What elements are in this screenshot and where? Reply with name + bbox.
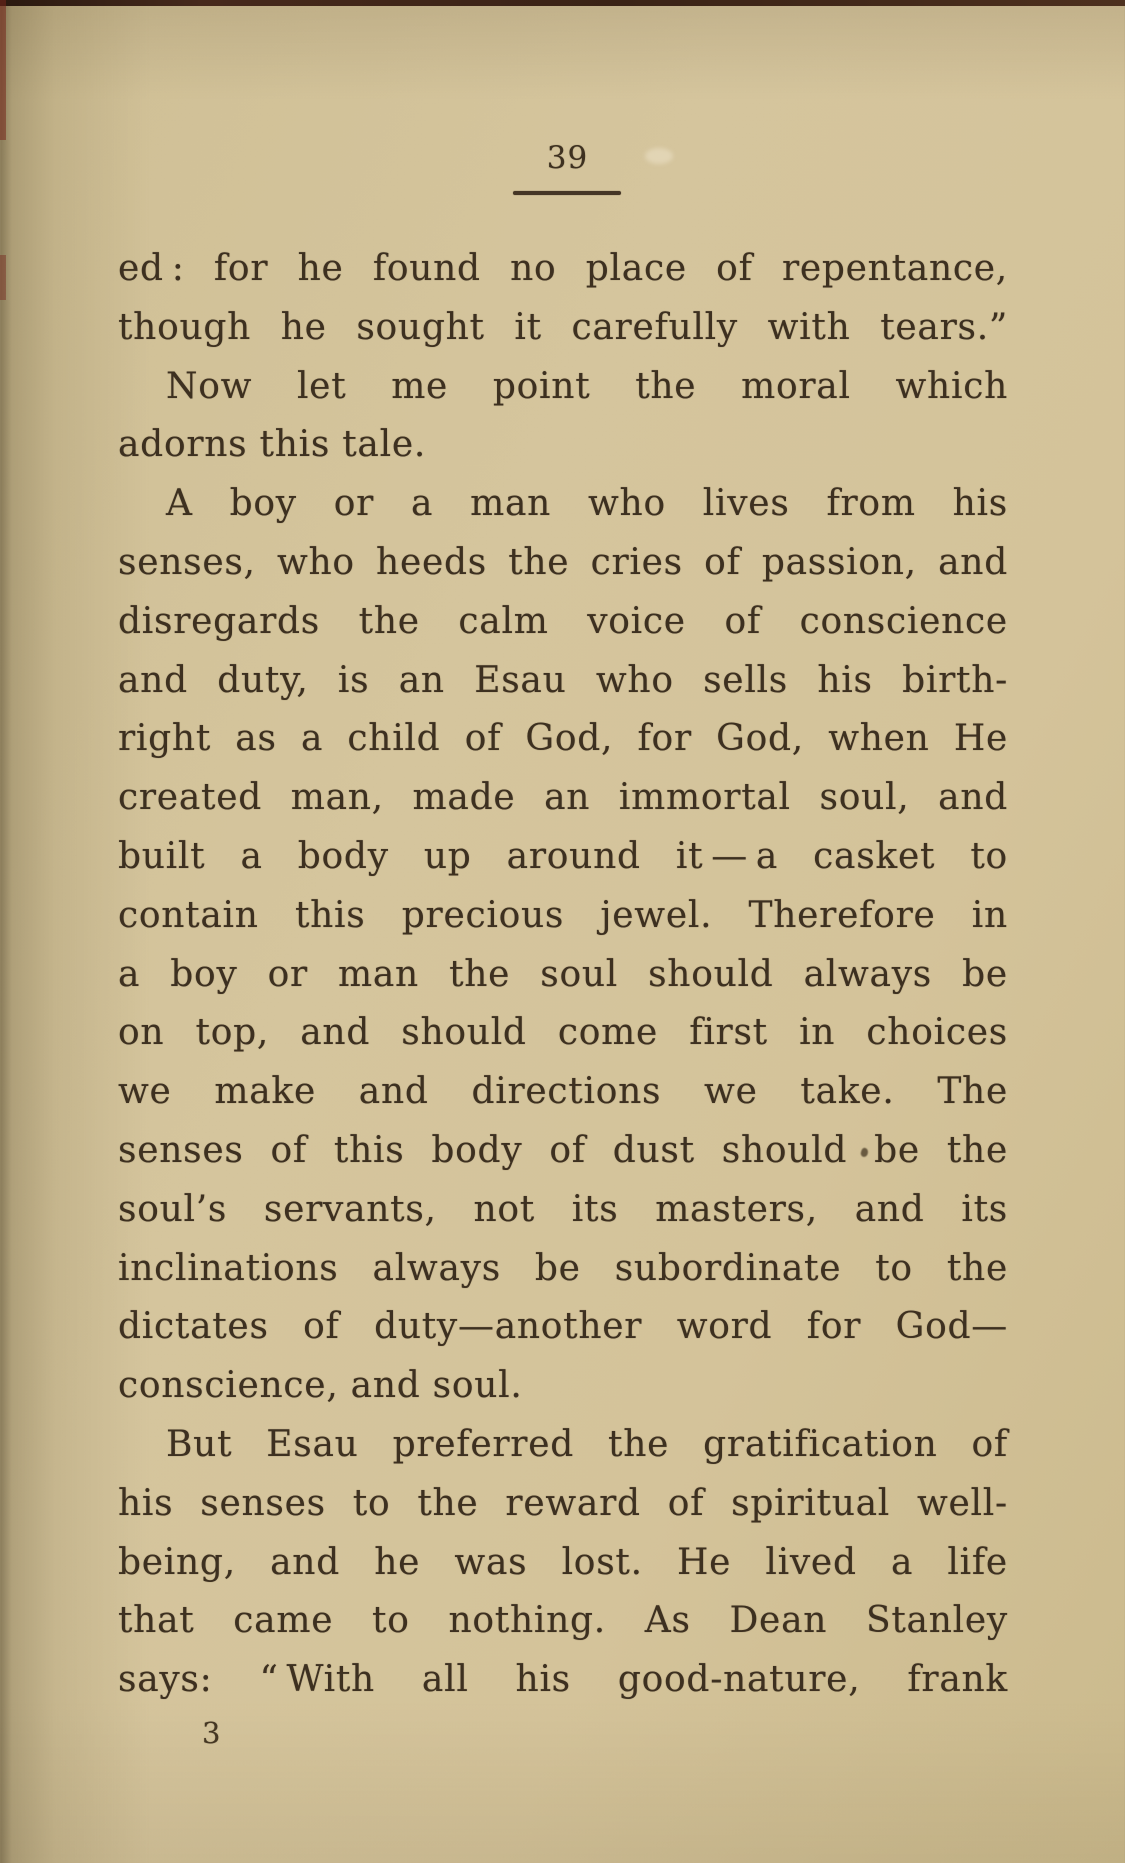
- text-line: [118, 1298, 1008, 1357]
- word: senses,: [118, 541, 256, 583]
- word: he: [374, 1541, 421, 1583]
- text-line: [118, 946, 1008, 1005]
- word: should: [401, 1012, 527, 1054]
- word: was: [454, 1541, 528, 1583]
- word: an: [544, 777, 591, 819]
- word: He: [677, 1541, 732, 1583]
- word: always: [803, 953, 932, 995]
- word: right: [118, 718, 212, 760]
- word: boy: [170, 953, 238, 995]
- word: which: [895, 365, 1008, 407]
- word: boy: [229, 483, 297, 525]
- word: and: [300, 1012, 371, 1054]
- word: from: [826, 483, 916, 525]
- word: on: [118, 1012, 165, 1054]
- word: masters,: [655, 1188, 818, 1230]
- spine-edge-sliver: [0, 255, 6, 300]
- word: child: [347, 718, 441, 760]
- word: dictates: [118, 1306, 269, 1348]
- word: come: [557, 1012, 659, 1054]
- word: for: [806, 1306, 862, 1348]
- word: But: [166, 1423, 233, 1465]
- word: of: [704, 541, 741, 583]
- word: take.: [800, 1071, 895, 1113]
- word: He: [953, 718, 1008, 760]
- text-line: conscience, and soul.: [118, 1365, 523, 1407]
- word: and: [270, 1541, 340, 1583]
- word: lost.: [561, 1541, 643, 1583]
- word: and: [358, 1071, 429, 1113]
- word: we: [118, 1071, 172, 1113]
- word: God,: [716, 718, 804, 760]
- word: a: [240, 835, 263, 877]
- word: who: [595, 659, 674, 701]
- word: As: [644, 1600, 691, 1642]
- word: of: [270, 1129, 307, 1171]
- word: sells: [703, 659, 788, 701]
- word: and: [854, 1188, 925, 1230]
- word: he: [297, 248, 344, 289]
- word: of: [667, 1482, 705, 1524]
- word: soul’s: [118, 1188, 228, 1230]
- word: of: [303, 1306, 340, 1348]
- text-line: [118, 240, 1008, 299]
- word: duty—another: [374, 1306, 643, 1348]
- word: sought: [356, 306, 485, 348]
- word: Esau: [266, 1423, 359, 1465]
- word: disregards: [118, 600, 320, 642]
- word: top,: [195, 1012, 270, 1054]
- word: found: [372, 248, 481, 289]
- word: when: [828, 718, 930, 760]
- word: senses: [118, 1129, 244, 1171]
- word: and: [938, 777, 1008, 819]
- word: for: [637, 718, 692, 760]
- word: birth-: [902, 659, 1008, 701]
- text-line: [118, 828, 1008, 887]
- word: precious: [401, 894, 565, 936]
- word: make: [214, 1071, 316, 1113]
- word: lived: [765, 1541, 857, 1583]
- word: no: [510, 248, 557, 289]
- word: subordinate: [614, 1247, 842, 1289]
- word: let: [296, 365, 347, 407]
- word: should: [721, 1129, 848, 1171]
- word: of: [971, 1423, 1008, 1465]
- word: body: [297, 835, 389, 877]
- word: to: [970, 835, 1008, 877]
- word: up: [423, 835, 472, 877]
- word: man: [470, 483, 552, 525]
- word: reward: [505, 1482, 641, 1524]
- word: who: [588, 483, 666, 525]
- word: his: [515, 1659, 571, 1701]
- text-line: [118, 299, 1008, 358]
- text-block: [118, 240, 1008, 1710]
- word: preferred: [392, 1423, 575, 1465]
- word: lives: [702, 483, 790, 525]
- word: he: [280, 306, 327, 348]
- word: a: [411, 483, 434, 525]
- word: the: [635, 365, 697, 407]
- word: made: [412, 777, 516, 819]
- word: with: [767, 306, 851, 348]
- word: repentance,: [781, 248, 1008, 289]
- word: we: [704, 1071, 758, 1113]
- word: be: [534, 1247, 581, 1289]
- word: to: [372, 1600, 410, 1642]
- word: dust: [612, 1129, 695, 1171]
- word: his: [952, 483, 1008, 525]
- word: the: [449, 953, 511, 995]
- word: moral: [741, 365, 851, 407]
- text-line: [118, 1181, 1008, 1240]
- word: a: [890, 1541, 914, 1583]
- text-line: [118, 1592, 1008, 1651]
- word: around: [506, 835, 641, 877]
- word: tears.”: [880, 306, 1008, 348]
- word: or: [267, 953, 308, 995]
- word: first: [689, 1012, 768, 1054]
- word: the: [946, 1129, 1008, 1171]
- word: a: [118, 953, 141, 995]
- word: nothing.: [448, 1600, 606, 1642]
- word: though: [118, 306, 252, 348]
- word: not: [473, 1188, 535, 1230]
- word: “ With: [259, 1659, 375, 1701]
- word: man,: [290, 777, 384, 819]
- page-header: [5, 140, 1125, 176]
- word: of: [549, 1129, 586, 1171]
- word: A: [166, 483, 193, 525]
- word: calm: [458, 600, 549, 642]
- word: me: [391, 365, 449, 407]
- page-number-rule: [513, 191, 621, 195]
- word: immortal: [618, 777, 791, 819]
- word: inclinations: [118, 1247, 339, 1289]
- text-line: [118, 1004, 1008, 1063]
- text-line: adorns this tale.: [118, 424, 427, 466]
- word: servants,: [263, 1188, 437, 1230]
- word: Now: [166, 365, 253, 407]
- word: this: [294, 894, 366, 936]
- word: of: [724, 600, 761, 642]
- word: spiritual: [731, 1482, 891, 1524]
- word: conscience: [799, 600, 1008, 642]
- word: good-nature,: [617, 1659, 861, 1701]
- text-line: [118, 593, 1008, 652]
- word: soul: [540, 953, 619, 995]
- word: in: [799, 1012, 836, 1054]
- word: Therefore: [748, 894, 936, 936]
- word: directions: [471, 1071, 662, 1113]
- word: choices: [866, 1012, 1008, 1054]
- word: the: [358, 600, 420, 642]
- word: place: [585, 248, 687, 289]
- word: to: [352, 1482, 391, 1524]
- text-line: [118, 887, 1008, 946]
- word: point: [492, 365, 591, 407]
- text-line: [118, 652, 1008, 711]
- word: its: [571, 1188, 619, 1230]
- word: of: [464, 718, 502, 760]
- word: is: [337, 659, 370, 701]
- text-line: [118, 1416, 1008, 1475]
- word: cries: [590, 541, 683, 583]
- word: to: [875, 1247, 913, 1289]
- text-line: [118, 1651, 1008, 1710]
- word: casket: [813, 835, 936, 877]
- page-number: 39: [546, 140, 589, 176]
- word: man: [338, 953, 419, 995]
- word: voice: [587, 600, 686, 642]
- word: contain: [118, 894, 259, 936]
- text-line: [118, 534, 1008, 593]
- word: heeds: [376, 541, 487, 583]
- word: God—: [895, 1306, 1008, 1348]
- word: built: [118, 835, 206, 877]
- text-line: [118, 710, 1008, 769]
- word: life: [947, 1541, 1008, 1583]
- word: all: [421, 1659, 469, 1701]
- word: came: [233, 1600, 334, 1642]
- word: the: [508, 541, 570, 583]
- word: created: [118, 777, 262, 819]
- word: it — a: [675, 835, 779, 877]
- word: that: [118, 1600, 195, 1642]
- word: well-: [916, 1482, 1008, 1524]
- word: being,: [118, 1541, 236, 1583]
- word: or: [333, 483, 375, 525]
- signature-mark: 3: [202, 1716, 221, 1750]
- word: be: [874, 1129, 920, 1171]
- word: the: [608, 1423, 670, 1465]
- text-line: [118, 769, 1008, 828]
- word: a: [300, 718, 324, 760]
- spine-edge-sliver: [0, 0, 6, 140]
- word: and: [938, 541, 1008, 583]
- text-line: [118, 475, 1008, 534]
- text-line: [118, 1240, 1008, 1299]
- word: ed :: [118, 248, 185, 289]
- word: says:: [118, 1659, 213, 1701]
- word: duty,: [217, 659, 309, 701]
- word: its: [961, 1188, 1008, 1230]
- word: as: [235, 718, 277, 760]
- word: Stanley: [865, 1600, 1008, 1642]
- word: for: [213, 248, 269, 289]
- word: passion,: [761, 541, 917, 583]
- word: it: [514, 306, 542, 348]
- text-line: [118, 1063, 1008, 1122]
- word: always: [372, 1247, 501, 1289]
- word: the: [946, 1247, 1008, 1289]
- word: carefully: [571, 306, 738, 348]
- word: soul,: [819, 777, 910, 819]
- word: body: [431, 1129, 523, 1171]
- word: of: [716, 248, 753, 289]
- text-line: [118, 1122, 1008, 1181]
- word: and: [118, 659, 188, 701]
- word: God,: [525, 718, 614, 760]
- word: in: [971, 894, 1008, 936]
- word: gratification: [703, 1423, 938, 1465]
- word: the: [417, 1482, 479, 1524]
- word: be: [962, 953, 1008, 995]
- scan-top-edge: [0, 0, 1125, 6]
- word: who: [276, 541, 355, 583]
- text-line: [118, 358, 1008, 417]
- word: his: [118, 1482, 174, 1524]
- word: senses: [200, 1482, 326, 1524]
- text-line: [118, 1534, 1008, 1593]
- word: jewel.: [600, 894, 713, 936]
- word: an: [398, 659, 445, 701]
- word: should: [648, 953, 774, 995]
- word: Esau: [474, 659, 567, 701]
- word: Dean: [729, 1600, 828, 1642]
- word: The: [937, 1071, 1008, 1113]
- word: frank: [907, 1659, 1008, 1701]
- word: word: [676, 1306, 773, 1348]
- word: this: [333, 1129, 405, 1171]
- text-line: [118, 1475, 1008, 1534]
- word: his: [817, 659, 873, 701]
